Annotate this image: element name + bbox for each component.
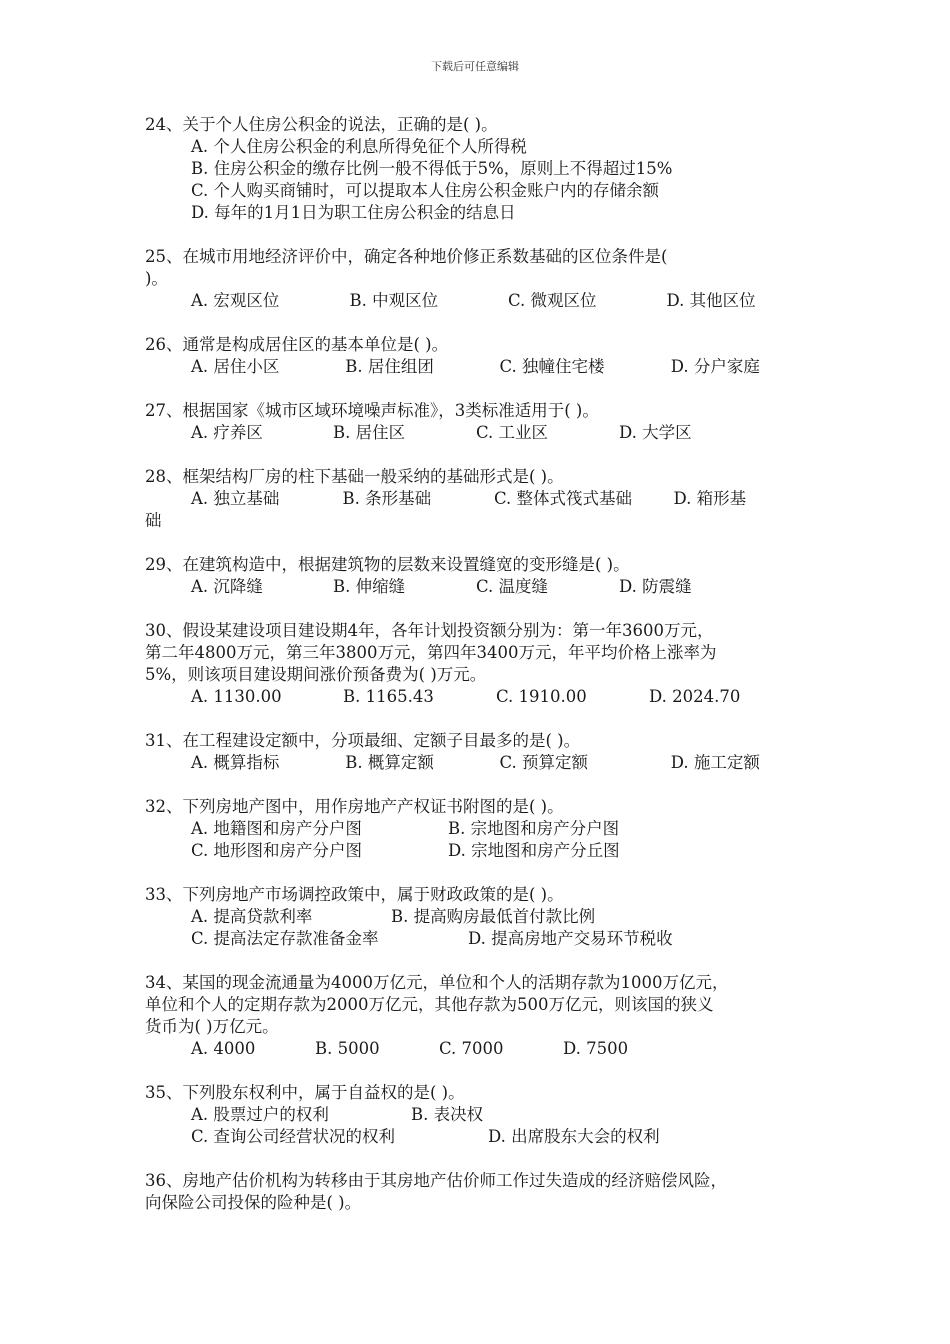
option-row <box>191 840 825 862</box>
option-item: D. 7500 <box>563 1039 629 1058</box>
question-block <box>145 884 825 950</box>
question-stem-line: 34、某国的现金流通量为4000万亿元，单位和个人的活期存款为1000万亿元， <box>145 973 729 992</box>
option-item: C. 地形图和房产分户图 <box>191 841 363 860</box>
option-item: B. 宗地图和房产分户图 <box>448 819 620 838</box>
option-item: D. 防震缝 <box>619 577 692 596</box>
option-list <box>145 752 825 774</box>
question-list <box>145 114 825 1236</box>
question-block <box>145 796 825 862</box>
question-stem-line: 35、下列股东权利中，属于自益权的是( )。 <box>145 1083 465 1102</box>
question-stem-line: )。 <box>145 269 168 288</box>
option-item: D. 大学区 <box>619 423 692 442</box>
question-stem-line: 31、在工程建设定额中，分项最细、定额子目最多的是( )。 <box>145 731 581 750</box>
question-block <box>145 620 825 708</box>
option-row <box>191 1126 825 1148</box>
question-block <box>145 1170 825 1214</box>
question-block <box>145 730 825 774</box>
question-stem-line: 27、根据国家《城市区域环境噪声标准》，3类标准适用于( )。 <box>145 401 599 420</box>
option-item: A. 地籍图和房产分户图 <box>191 819 362 838</box>
option-item: C. 1910.00 <box>496 687 587 706</box>
option-item: B. 居住区 <box>333 423 406 442</box>
option-row <box>191 180 825 202</box>
option-row <box>191 158 825 180</box>
option-item: A. 4000 <box>191 1039 256 1058</box>
question-stem-line: 26、通常是构成居住区的基本单位是( )。 <box>145 335 449 354</box>
option-item: D. 出席股东大会的权利 <box>488 1127 660 1146</box>
page-header: 下载后可任意编辑 <box>431 60 519 73</box>
question-stem-line: 货币为( )万亿元。 <box>145 1017 279 1036</box>
question-block <box>145 334 825 378</box>
option-row <box>191 290 825 312</box>
option-row <box>191 906 825 928</box>
option-item: C. 独幢住宅楼 <box>499 357 605 376</box>
option-item: C. 预算定额 <box>499 753 588 772</box>
option-row <box>191 576 825 598</box>
option-row <box>191 1104 825 1126</box>
option-list <box>145 1104 825 1148</box>
question-stem-line: 29、在建筑构造中，根据建筑物的层数来设置缝宽的变形缝是( )。 <box>145 555 630 574</box>
option-item: C. 温度缝 <box>476 577 549 596</box>
option-item: D. 分户家庭 <box>670 357 760 376</box>
option-row <box>191 136 825 158</box>
option-item: D. 其他区位 <box>666 291 756 310</box>
option-row <box>191 928 825 950</box>
question-stem-line: 第二年4800万元，第三年3800万元，第四年3400万元，年平均价格上涨率为 <box>145 643 717 662</box>
option-item: C. 微观区位 <box>508 291 597 310</box>
option-item: D. 提高房地产交易环节税收 <box>468 929 673 948</box>
question-stem-line: 32、下列房地产图中，用作房地产产权证书附图的是( )。 <box>145 797 564 816</box>
option-item: B. 伸缩缝 <box>333 577 406 596</box>
question-stem-line: 33、下列房地产市场调控政策中，属于财政政策的是( )。 <box>145 885 564 904</box>
option-item: A. 沉降缝 <box>191 577 263 596</box>
option-item: A. 股票过户的权利 <box>191 1105 329 1124</box>
option-list <box>145 818 825 862</box>
option-item: B. 居住组团 <box>345 357 434 376</box>
option-list <box>145 488 825 510</box>
option-row <box>191 488 825 510</box>
option-item: C. 查询公司经营状况的权利 <box>191 1127 396 1146</box>
option-item: D. 2024.70 <box>649 687 741 706</box>
option-item: B. 条形基础 <box>342 489 432 508</box>
option-item: B. 表决权 <box>411 1105 484 1124</box>
option-row <box>191 686 825 708</box>
question-block <box>145 1082 825 1148</box>
option-item: D. 施工定额 <box>670 753 760 772</box>
option-item: A. 提高贷款利率 <box>191 907 313 926</box>
option-item: C. 整体式筏式基础 <box>493 489 632 508</box>
option-list <box>145 906 825 950</box>
option-list <box>145 356 825 378</box>
option-list <box>145 422 825 444</box>
question-stem-line: 30、假设某建设项目建设期4年，各年计划投资额分别为：第一年3600万元， <box>145 621 714 640</box>
option-item: C. 提高法定存款准备金率 <box>191 929 379 948</box>
question-block <box>145 246 825 312</box>
option-row <box>191 752 825 774</box>
option-item: D. 箱形基 <box>673 489 747 508</box>
option-item: B. 概算定额 <box>345 753 434 772</box>
option-list <box>145 290 825 312</box>
option-list <box>145 1038 825 1060</box>
question-stem-line: 单位和个人的定期存款为2000万亿元，其他存款为500万亿元，则该国的狭义 <box>145 995 714 1014</box>
option-item: A. 疗养区 <box>191 423 263 442</box>
question-block <box>145 400 825 444</box>
option-row <box>191 818 825 840</box>
option-item: B. 1165.43 <box>343 687 434 706</box>
option-item: D. 宗地图和房产分丘图 <box>448 841 620 860</box>
option-item: B. 5000 <box>315 1039 380 1058</box>
option-item: A. 概算指标 <box>191 753 280 772</box>
option-row <box>191 202 825 224</box>
question-tail: 础 <box>145 511 162 530</box>
option-list <box>145 576 825 598</box>
option-item: A. 1130.00 <box>191 687 282 706</box>
option-item: A. 宏观区位 <box>191 291 280 310</box>
option-row <box>191 356 825 378</box>
option-item: D. 每年的1月1日为职工住房公积金的结息日 <box>191 203 516 222</box>
question-stem-line: 25、在城市用地经济评价中，确定各种地价修正系数基础的区位条件是( <box>145 247 668 266</box>
option-item: B. 住房公积金的缴存比例一般不得低于5%，原则上不得超过15% <box>191 159 673 178</box>
question-stem-line: 28、框架结构厂房的柱下基础一般采纳的基础形式是( )。 <box>145 467 564 486</box>
question-stem-line: 向保险公司投保的险种是( )。 <box>145 1193 362 1212</box>
option-row <box>191 1038 825 1060</box>
option-item: A. 个人住房公积金的利息所得免征个人所得税 <box>191 137 527 156</box>
question-block <box>145 554 825 598</box>
option-item: A. 独立基础 <box>191 489 280 508</box>
option-item: C. 个人购买商铺时，可以提取本人住房公积金账户内的存储余额 <box>191 181 660 200</box>
option-row <box>191 422 825 444</box>
option-item: B. 中观区位 <box>349 291 439 310</box>
option-item: C. 工业区 <box>476 423 549 442</box>
option-item: B. 提高购房最低首付款比例 <box>391 907 596 926</box>
option-list <box>145 686 825 708</box>
option-list <box>145 136 825 224</box>
question-block <box>145 114 825 224</box>
question-stem-line: 36、房地产估价机构为转移由于其房地产估价师工作过失造成的经济赔偿风险， <box>145 1171 727 1190</box>
question-stem-line: 24、关于个人住房公积金的说法，正确的是( )。 <box>145 115 498 134</box>
option-item: A. 居住小区 <box>191 357 280 376</box>
option-item: C. 7000 <box>439 1039 504 1058</box>
question-block <box>145 466 825 532</box>
question-block <box>145 972 825 1060</box>
question-stem-line: 5%，则该项目建设期间涨价预备费为( )万元。 <box>145 665 487 684</box>
